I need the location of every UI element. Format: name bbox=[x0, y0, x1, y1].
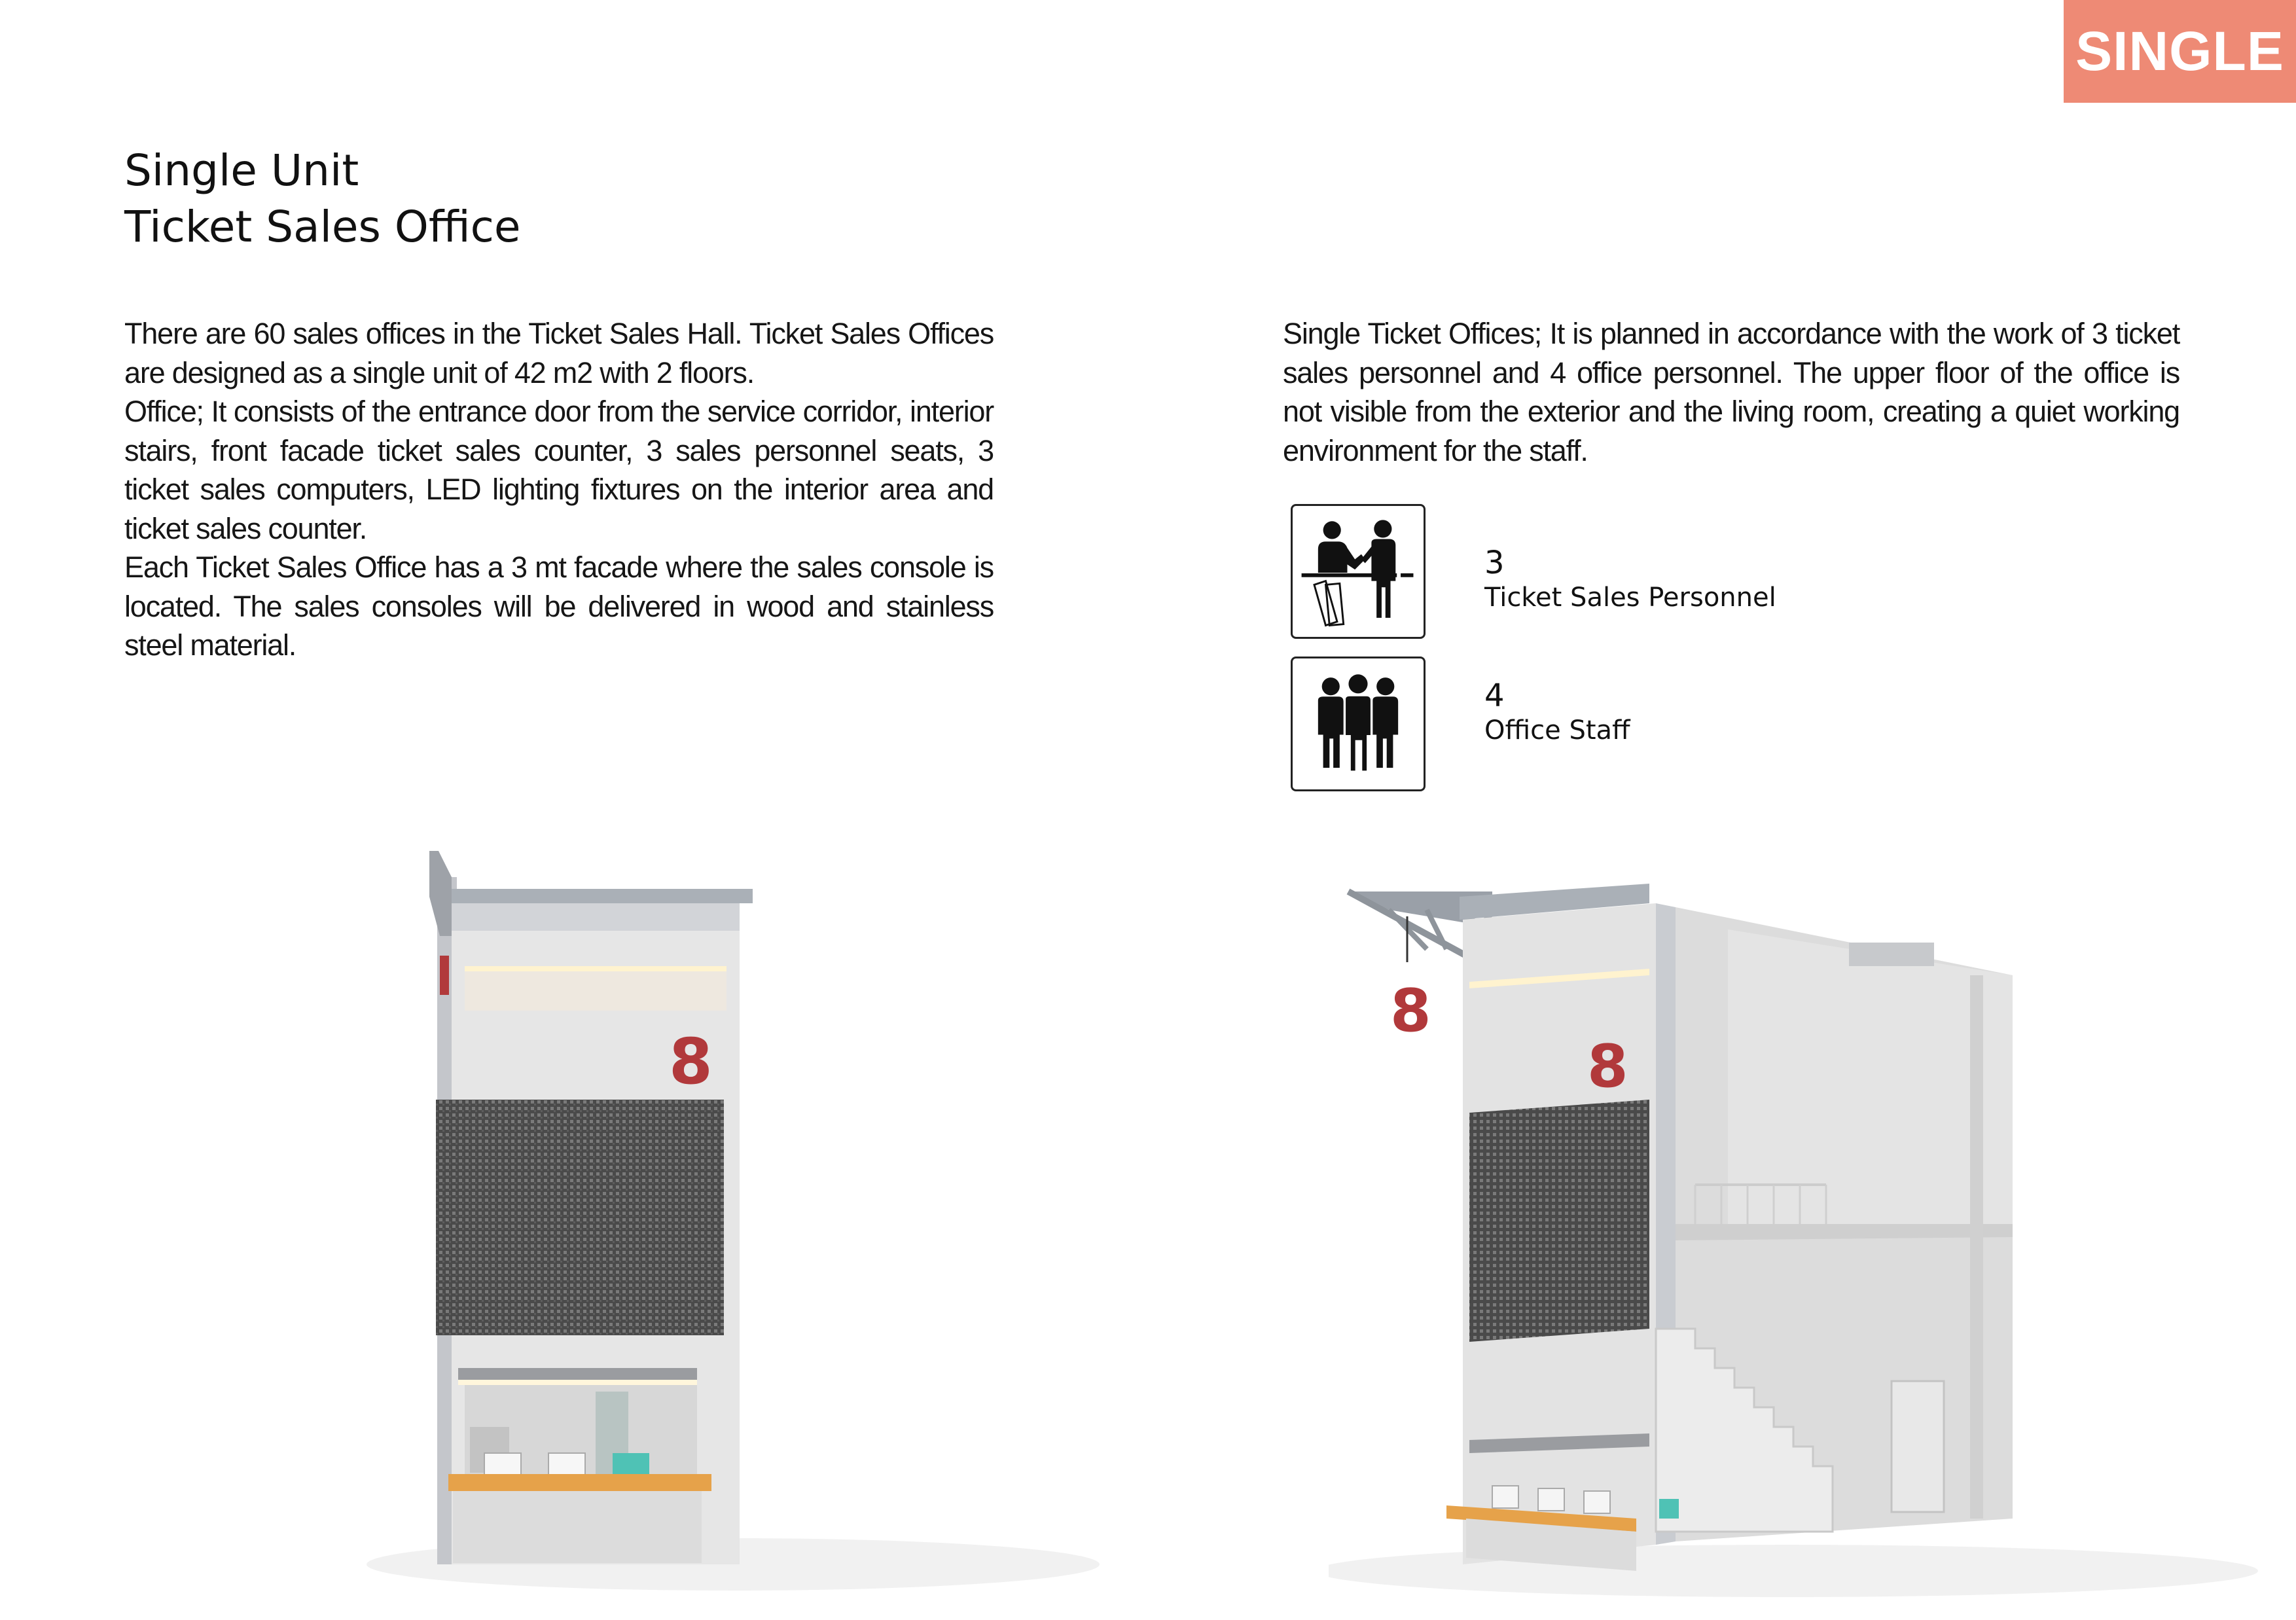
hanging-number-sign: 8 bbox=[1390, 977, 1431, 1045]
unit-number-sign: 8 bbox=[669, 1025, 713, 1098]
paragraph-overview: There are 60 sales offices in the Ticket Sales Hall. Ticket Sales Offices are designed as a single unit of 42 m2 with 2 floors. bbox=[124, 317, 994, 389]
description-right bbox=[1283, 314, 2179, 470]
stat-label: Office Staff bbox=[1484, 715, 1630, 746]
cutaway-section-render bbox=[1329, 871, 2284, 1597]
stat-number: 4 bbox=[1484, 677, 1505, 714]
paragraph-facade: Each Ticket Sales Office has a 3 mt facade where the sales console is located. The sales consoles will be delivered in wood and stainless steel material. bbox=[124, 550, 994, 662]
front-elevation-render bbox=[367, 838, 1126, 1591]
description-left bbox=[124, 314, 994, 665]
single-badge: SINGLE bbox=[2064, 0, 2296, 103]
title-line-2: Ticket Sales Office bbox=[124, 202, 521, 252]
ticket-sales-personnel-icon bbox=[1291, 504, 1426, 639]
stat-ticket-sales-personnel bbox=[1484, 545, 1776, 614]
stat-number: 3 bbox=[1484, 545, 1505, 581]
title-line-1: Single Unit bbox=[124, 145, 359, 196]
stat-office-staff bbox=[1484, 677, 1630, 747]
facade-number-sign: 8 bbox=[1587, 1032, 1628, 1101]
stat-label: Ticket Sales Personnel bbox=[1484, 583, 1776, 613]
office-staff-icon bbox=[1291, 657, 1426, 791]
paragraph-office-components: Office; It consists of the entrance door from the service corridor, interior stairs, front facade ticket sales counter, 3 sales personnel seats, 3 ticket sales computers, LED lighting fixtures on the interior area and ticket sales counter. bbox=[124, 395, 994, 545]
page-title bbox=[124, 143, 521, 255]
paragraph-staffing: Single Ticket Offices; It is planned in accordance with the work of 3 ticket sales personnel and 4 office personnel. The upper floor of the office is not visible from the exterior and the living room, creating a quiet working environment for the staff. bbox=[1283, 317, 2179, 467]
